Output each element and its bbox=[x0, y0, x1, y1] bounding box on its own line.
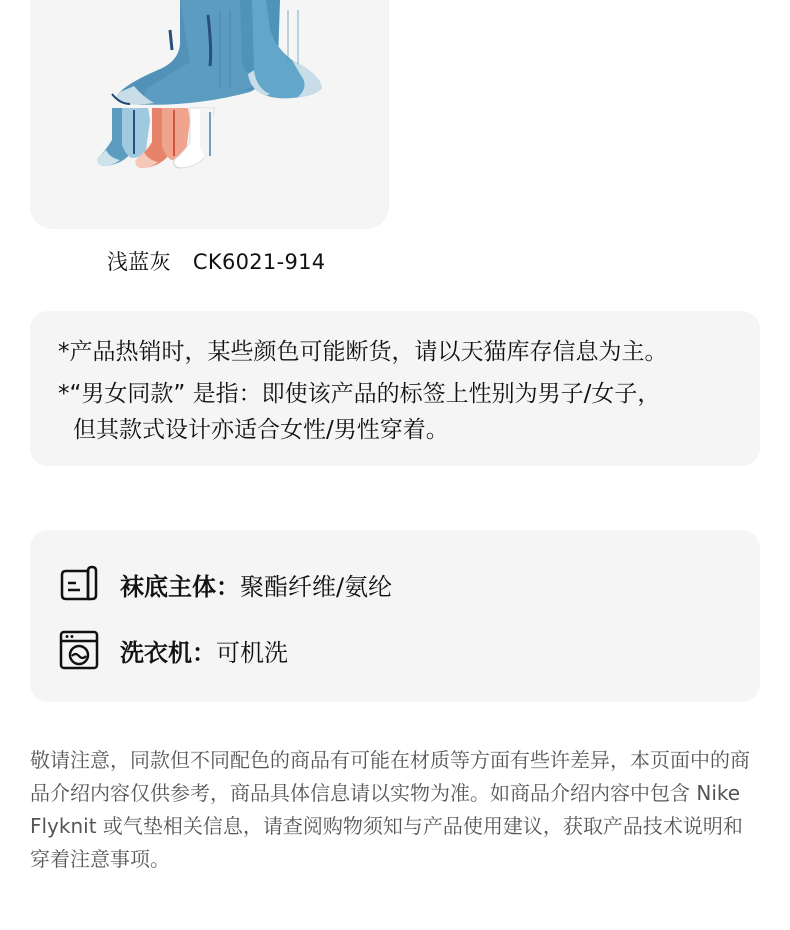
notice-line-stock: *产品热销时，某些颜色可能断货，请以天猫库存信息为主。 bbox=[58, 339, 668, 365]
washing-value: 可机洗 bbox=[216, 638, 288, 667]
stock-notice-box bbox=[30, 311, 760, 466]
color-name: 浅蓝灰 bbox=[107, 250, 171, 274]
sock-product-image bbox=[30, 0, 389, 229]
washing-label: 洗衣机： bbox=[120, 638, 216, 667]
spec-row-washing bbox=[58, 629, 288, 671]
fabric-roll-icon bbox=[58, 563, 100, 605]
disclaimer-text: 敬请注意，同款但不同配色的商品有可能在材质等方面有些许差异，本页面中的商品介绍内容仅供参考，商品具体信息请以实物为准。如商品介绍内容中包含 Nike Flyknit 或气垫相关信息，请查阅购物须知与产品使用建议，获取产品技术说明和穿着注意事项。 bbox=[30, 748, 750, 871]
color-caption bbox=[107, 246, 325, 276]
notice-line-unisex: *“男女同款” 是指：即使该产品的标签上性别为男子/女子， bbox=[58, 381, 661, 407]
material-label: 袜底主体： bbox=[120, 572, 240, 601]
style-code: CK6021-914 bbox=[192, 250, 326, 274]
washing-machine-icon bbox=[58, 629, 100, 671]
main-sock-image bbox=[112, 0, 322, 105]
color-variant-thumbnails[interactable] bbox=[98, 108, 217, 168]
notice-line-unisex-cont: 但其款式设计亦适合女性/男性穿着。 bbox=[73, 417, 449, 443]
material-value: 聚酯纤维/氨纶 bbox=[240, 572, 393, 601]
spec-box bbox=[30, 530, 760, 702]
spec-row-material bbox=[58, 563, 392, 605]
product-image-card[interactable] bbox=[30, 0, 389, 229]
